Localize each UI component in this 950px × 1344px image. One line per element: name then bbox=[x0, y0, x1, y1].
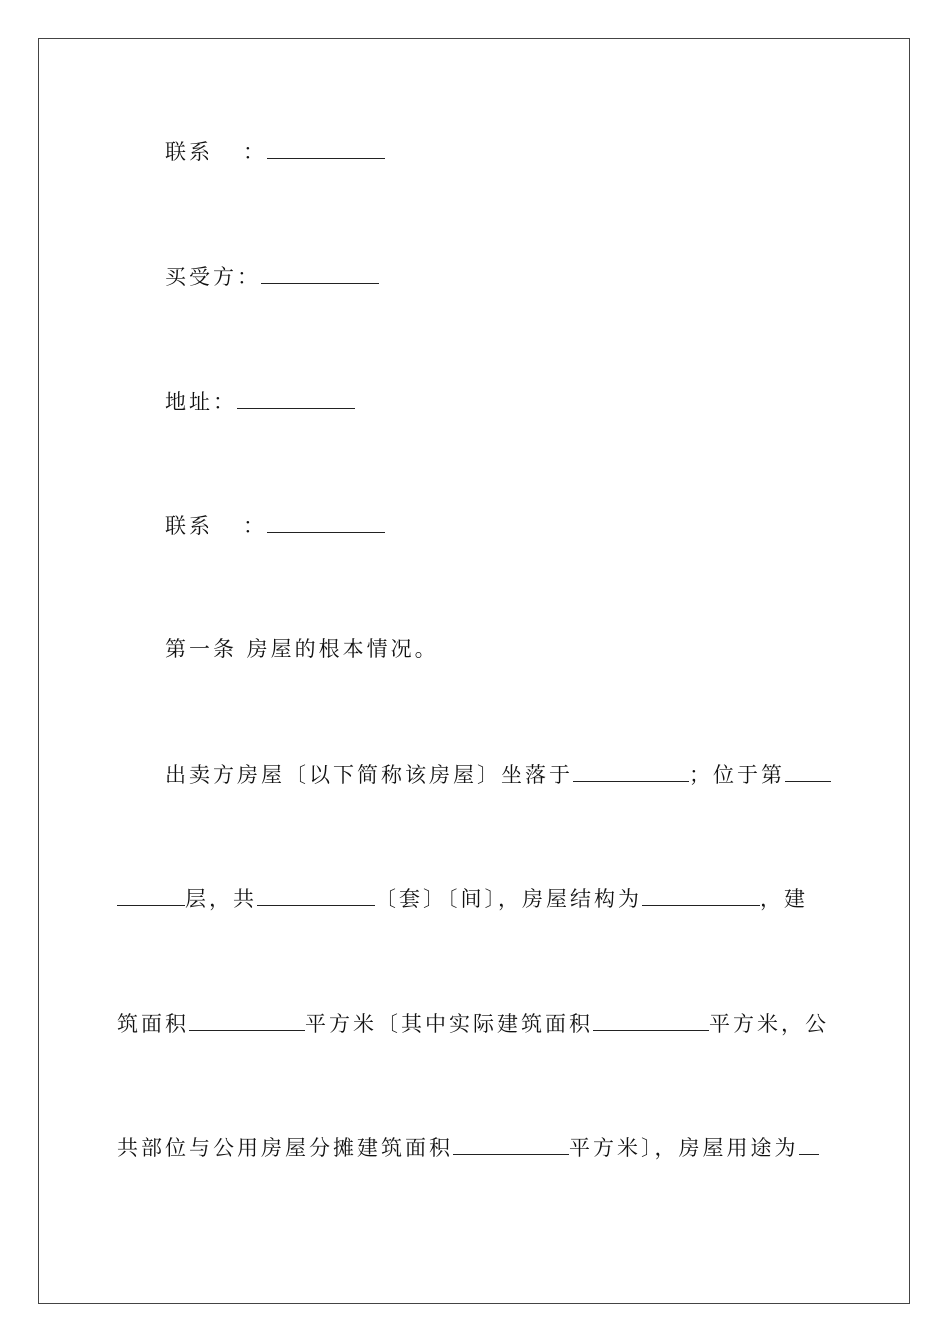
floor-blank-end[interactable] bbox=[117, 883, 185, 906]
contact-label: 联系 bbox=[165, 514, 213, 538]
contact-line-buyer bbox=[165, 510, 385, 541]
contact-colon: ： bbox=[243, 140, 267, 164]
contact-line-seller bbox=[165, 136, 385, 167]
usage-blank[interactable] bbox=[799, 1132, 819, 1155]
paragraph-line-2 bbox=[117, 883, 808, 914]
shared-area-blank[interactable] bbox=[453, 1132, 569, 1155]
paragraph-text: 筑面积 bbox=[117, 1012, 189, 1036]
article-heading-text: 第一条 房屋的根本情况。 bbox=[165, 637, 439, 661]
paragraph-text: 平方米〕，房屋用途为 bbox=[569, 1136, 799, 1160]
paragraph-text: ；位于第 bbox=[689, 763, 785, 787]
paragraph-text: 出卖方房屋〔以下简称该房屋〕坐落于 bbox=[165, 763, 573, 787]
actual-area-blank[interactable] bbox=[593, 1008, 709, 1031]
floor-blank-start[interactable] bbox=[785, 759, 831, 782]
paragraph-text: ，建 bbox=[760, 887, 808, 911]
contact-blank[interactable] bbox=[267, 136, 385, 159]
units-blank[interactable] bbox=[257, 883, 375, 906]
contact-label: 联系 bbox=[165, 140, 213, 164]
contact-colon: ： bbox=[243, 514, 267, 538]
buyer-line bbox=[165, 261, 379, 292]
location-blank[interactable] bbox=[573, 759, 689, 782]
paragraph-line-4 bbox=[117, 1132, 819, 1163]
article-one-heading bbox=[165, 634, 439, 664]
paragraph-text: 层，共 bbox=[185, 887, 257, 911]
address-line bbox=[165, 386, 355, 417]
buyer-label: 买受方： bbox=[165, 265, 261, 289]
paragraph-text: 〔套〕〔间〕，房屋结构为 bbox=[375, 887, 642, 911]
buyer-blank[interactable] bbox=[261, 261, 379, 284]
paragraph-text: 平方米〔其中实际建筑面积 bbox=[305, 1012, 593, 1036]
building-area-blank[interactable] bbox=[189, 1008, 305, 1031]
address-label: 地址： bbox=[165, 390, 237, 414]
structure-blank[interactable] bbox=[642, 883, 760, 906]
address-blank[interactable] bbox=[237, 386, 355, 409]
page-border bbox=[38, 38, 910, 1304]
paragraph-text: 平方米，公 bbox=[709, 1012, 829, 1036]
paragraph-line-3 bbox=[117, 1008, 829, 1039]
paragraph-text: 共部位与公用房屋分摊建筑面积 bbox=[117, 1136, 453, 1160]
contact-blank[interactable] bbox=[267, 510, 385, 533]
paragraph-line-1 bbox=[165, 759, 831, 790]
